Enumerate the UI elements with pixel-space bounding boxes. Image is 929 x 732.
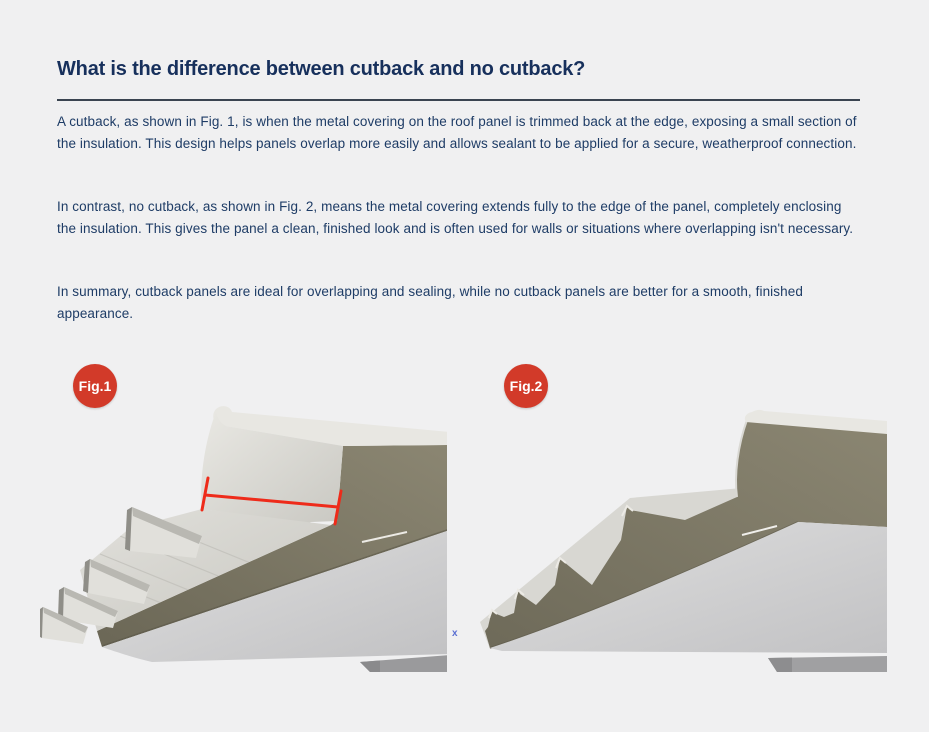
cutback-panel-illustration xyxy=(40,400,447,672)
no-cutback-panel-illustration xyxy=(480,400,888,672)
title-divider xyxy=(57,99,860,101)
viewport-cursor-marker: x xyxy=(452,628,458,639)
lower-panel-block xyxy=(768,656,887,672)
fig2-badge: Fig.2 xyxy=(504,364,548,408)
body-paragraph-2: In contrast, no cutback, as shown in Fig. 2, means the metal covering extends fully to the edge of the panel, completely enclosing the insulation. This gives the panel a clean, finished look and is often used for walls or situations where overlapping isn't necessary. xyxy=(57,199,854,236)
body-paragraph-3: In summary, cutback panels are ideal for overlapping and sealing, while no cutback panels are better for a smooth, finished appearance. xyxy=(57,284,803,321)
fig1-badge: Fig.1 xyxy=(73,364,117,408)
body-paragraph-1: A cutback, as shown in Fig. 1, is when the metal covering on the roof panel is trimmed back at the edge, exposing a small section of the insulation. This design helps panels overlap more easily and allows sealant to be applied for a secure, weatherproof connection. xyxy=(57,114,857,151)
page-title: What is the difference between cutback and no cutback? xyxy=(57,58,586,80)
lower-panel-block xyxy=(360,655,447,672)
